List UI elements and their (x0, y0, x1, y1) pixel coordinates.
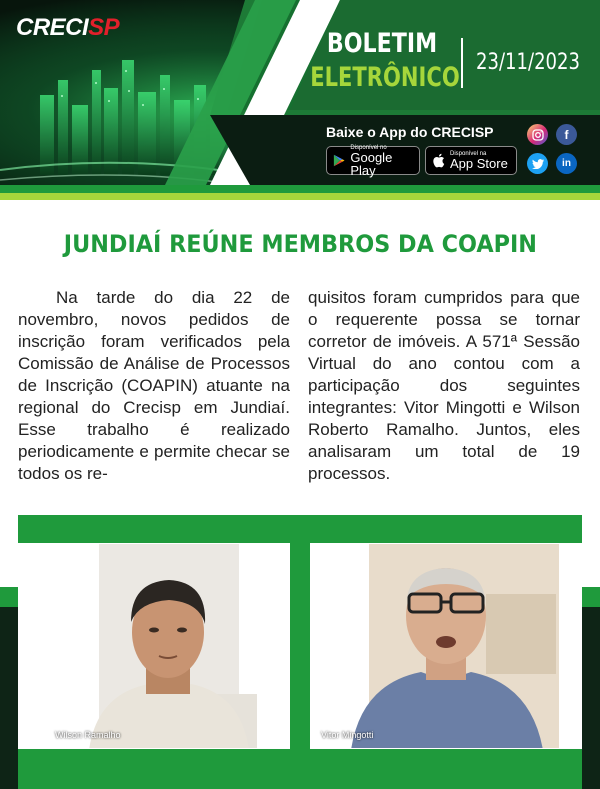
app-store-small-text: Disponível na (450, 151, 487, 157)
app-download-label: Baixe o App do CRECISP (326, 124, 494, 140)
title-boletim: BOLETIM (326, 28, 438, 59)
twitter-icon[interactable] (527, 153, 548, 174)
photo-section (0, 515, 600, 789)
instagram-icon[interactable] (527, 124, 548, 145)
app-store-button[interactable] (425, 146, 517, 175)
apple-icon (432, 153, 445, 168)
facebook-icon[interactable]: f (556, 124, 577, 145)
play-store-icon (333, 153, 345, 168)
article-column-2: quisitos foram cumpridos para que o requerente possa se tornar corretor de imóveis. A 571ª Sessão Virtual do ano contou com a participação dos seguintes integrantes: Vitor Mingotti e Wilson Roberto Ramalho. Juntos, eles analisaram um total de 19 processos. (308, 288, 580, 483)
linkedin-icon[interactable]: in (556, 153, 577, 174)
photo-1-caption: Wilson Ramalho (55, 730, 121, 740)
article-column-1: Na tarde do dia 22 de novembro, novos pedidos de inscrição foram verificados pela Comissão de Análise de Processos de Inscrição (COAPIN) atuante na regional do Crecisp em Jundiaí. Esse trabalho é realizado periodicamente e permite checar se todos os re- (18, 288, 290, 483)
google-play-button[interactable] (326, 144, 420, 178)
google-play-small-text: Disponível no (350, 144, 387, 151)
google-play-big-text: Google Play (350, 149, 393, 178)
app-store-big-text: App Store (450, 156, 508, 171)
person-photo-vitor (311, 544, 582, 749)
issue-date: 23/11/2023 (476, 50, 580, 75)
photo-2-caption: Vitor Mingotti (321, 730, 374, 740)
person-photo-wilson (19, 544, 290, 749)
article-headline-text: JUNDIAÍ REÚNE MEMBROS DA COAPIN (63, 230, 537, 258)
logo-text-creci: CRECI (16, 14, 89, 41)
newsletter-header (0, 0, 600, 200)
logo-text-sp: SP (88, 14, 120, 41)
meeting-photo-1 (18, 543, 290, 749)
article-headline (0, 230, 600, 258)
meeting-photo-2 (310, 543, 582, 749)
title-eletronico: ELETRÔNICO (310, 62, 460, 93)
title-divider (461, 38, 463, 88)
crecisp-logo[interactable] (16, 14, 119, 42)
